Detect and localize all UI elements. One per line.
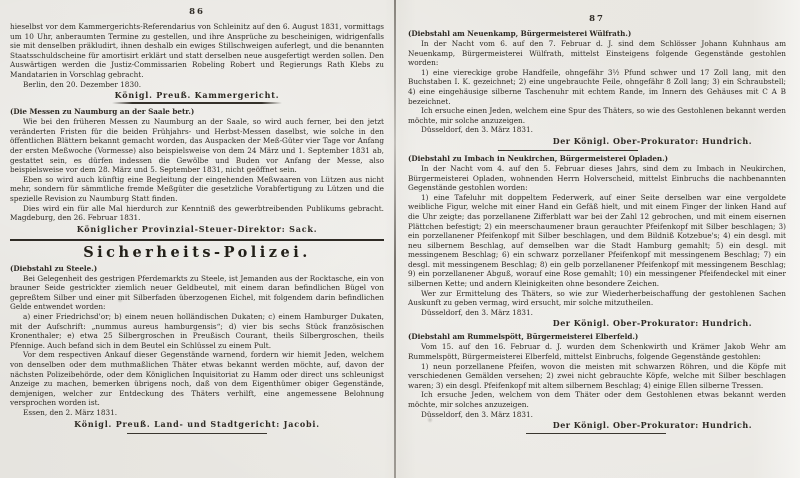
closing-rule-right: [526, 433, 666, 434]
page-87: [396, 0, 800, 478]
steuer-direktor-signature: Königlicher Provinzial-Steuer-Direktor: Sack.: [76, 223, 318, 234]
duesseldorf-dateline-2: Düsseldorf, den 3. März 1831.: [421, 307, 533, 317]
wuelfrath-paragraph-3: Ich ersuche einen Jeden, welchem eine Spur des Thäters, so wie des Gestohlenen bekannt werden möchte, mir solche anzuzeigen.: [408, 106, 786, 125]
opladen-item-list: 1) eine Tafeluhr mit doppeltem Federwerk, auf einer Seite derselben war eine vergoldete weibliche Figur, welche mit einer Hand ein Gefäß hielt, und mit einem Finger der linken Hand auf die Uhr zeigte; das porzellanene Zifferblatt war bei der Zahl 12 gebrochen, und mit einem eisernen Plättchen befestigt; 2) ein meerschaumener braun gerauchter Pfeifenkopf mit Silber beschlagen; 3) ein porzellanener Pfeifenkopf mit Silber beschlagen, und dem Bildniß Kotzebue's; 4) ein desgl. mit neu silbernem Beschlag, auf demselben war die Stadt Hamburg gemahlt; 5) ein desgl. mit messingenem Beschlag; 6) ein schwarz porzellaner Pfeifenkopf mit messingenem Beschlag; 7) ein desgl. mit messingenem Beschlag; 8) ein gelb porzellanener Pfeifenkopf mit messingenem Beschlag; 9) ein porzellanener Abguß, worauf eine Rose gemahlt; 10) ein messingener Pfeifendeckel mit einer silbernen Kette; und andern Kleinigkeiten ohne besondere Zeichen.: [408, 192, 786, 289]
naumburg-paragraph-2: Eben so wird auch künftig eine Begleitung der eingehenden Meßwaaren von Lützen aus nicht mehr, sondern für sämmtliche fremde Meßgüter die gesetzliche Vorabfertigung zu Lützen und die spezielle Revision zu Naumburg Statt finden.: [10, 174, 384, 203]
naumburg-paragraph-3: Dies wird ein für alle Mal hierdurch zur Kenntniß des gewerbtreibenden Publikums gebracht. Magdeburg, den 26. Februar 1831.: [10, 203, 384, 223]
wuelfrath-section-heading: (Diebstahl am Neuenkamp, Bürgermeisterei Wülfrath.): [408, 29, 632, 38]
wuelfrath-paragraph-1: In der Nacht vom 6. auf den 7. Februar d. J. sind dem Schlösser Johann Kuhnhaus am Neuenkamp, Bürgermeisterei Wülfrath, mittelst Einsteigens folgende Gegenstände gestohlen worden:: [408, 39, 786, 68]
elberfeld-paragraph-3: Ich ersuche Jeden, welchem von dem Thäter oder dem Gestohlenen etwas bekannt werden möchte, mir solches anzuzeigen.: [408, 390, 786, 409]
duesseldorf-dateline-3: Düsseldorf, den 3. März 1831.: [421, 409, 533, 419]
page-86: [0, 0, 394, 478]
elberfeld-paragraph-1: Vom 15. auf den 16. Februar d. J. wurden dem Schenkwirth und Krämer Jakob Wehr am Rummelspött, Bürgermeisterei Elberfeld, mittelst Einbruchs, folgende Gegenstände gestohlen:: [408, 342, 786, 362]
essen-dateline: Essen, den 2. März 1831.: [23, 408, 118, 417]
steele-section-heading: (Diebstahl zu Steele.): [10, 263, 98, 273]
ornamental-rule: [112, 102, 282, 104]
opladen-paragraph-1: In der Nacht vom 4. auf den 5. Februar dieses Jahrs, sind dem zu Imbach in Neukirchen, Bürgermeisterei Opladen, wohnenden Herrn Holverscheid, mittelst Einbruchs die nachbenannten Gegenstände gestohlen worden:: [408, 163, 786, 193]
section-divider-rule: [10, 239, 384, 241]
wuelfrath-item-list: 1) eine viereckige grobe Handfeile, ohngefähr 3½ Pfund schwer und 17 Zoll lang, mit den Buchstaben I. K. gezeichnet; 2) eine ungebrauchte Feile, ohngefähr 8 Zoll lang; 3) ein Schraubstell; 4) eine eingehäusige silberne Taschenuhr mit echtem Rande, im Innern des Gehäuses mit C A B bezeichnet.: [408, 67, 786, 106]
opladen-paragraph-3: Wer zur Ermittelung des Thäters, so wie zur Wiederherbeischaffung der gestohlenen Sachen Auskunft zu geben vermag, wird ersucht, mir solche mitzutheilen.: [408, 288, 786, 308]
naumburg-section-heading: (Die Messen zu Naumburg an der Saale betr.): [10, 107, 195, 117]
steele-paragraph-3: Vor dem respectiven Ankauf dieser Gegenstände warnend, fordern wir hiemit Jeden, welchem von denselben oder dem muthmaßlichen Thäter etwas bekannt werden möchte, auf, davon der nächsten Polizeibehörde, oder dem Königlichen Inquisitoriat zu Hamm oder direct uns schleunigst Anzeige zu machen, bemerken übrigens noch, daß von dem Eigenthümer obiger Gegenstände, demjenigen, welcher zur Entdeckung des Thäters verhilft, eine angemessene Belohnung versprochen worden ist.: [10, 350, 384, 408]
hundrich-signature-2: Der Königl. Ober-Prokurator: Hundrich.: [552, 318, 752, 329]
elberfeld-item-list: 1) neun porzellanene Pfeifen, wovon die meisten mit schwarzen Röhren, und die Köpfe mit verschiedenen Gemälden versehen; 2) zwei nicht gebrauchte Köpfe, welche mit Silber beschlagen waren; 3) ein desgl. Pfeifenkopf mit altem silbernem Beschlag; 4) einige Ellen silberne Tressen.: [408, 361, 786, 390]
page-number-right: 87: [589, 14, 605, 24]
berlin-dateline: Berlin, den 20. Dezember 1830.: [23, 79, 142, 89]
steele-item-list: a) einer Friedrichsd'or; b) einem neuen holländischen Dukaten; c) einem Hamburger Dukaten, mit der Aufschrift: „nummus aureus hamburgensis“; d) vier bis sechs Stück französischen Kronenthaler; e) etwa 25 Silbergroschen in Preußisch Courant, theils Silbergroschen, theils Pfennige. Auch befand sich in dem Beutel ein Schlüssel zu einem Pult.: [10, 312, 384, 350]
page-number-left: 86: [189, 7, 205, 17]
opladen-section-heading: (Diebstahl zu Imbach in Neukirchen, Bürgermeisterei Opladen.): [408, 153, 669, 163]
sicherheits-polizei-heading: Sicherheits-Polizei.: [83, 243, 311, 261]
jacobi-signature: Königl. Preuß. Land- und Stadtgericht: Jacobi.: [74, 418, 320, 429]
naumburg-paragraph-1: Wie bei den früheren Messen zu Naumburg an der Saale, so wird auch ferner, bei den jetzt veränderten Fristen für die beiden Frühjahrs- und Herbst-Messen daselbst, wie solche in den öffentlichen Blättern bekannt gemacht worden, das Auspacken der Meß-Güter vier Tage vor Anfang der ersten Meßwoche (Vormesse) also beispielsweise von dem 24 März und 1. September 1831 ab, gestattet sein, es dürfen indessen die Gewölbe und Buden vor Anfang der Messe, also beispielsweise vor dem 28. März und 5. September 1831, nicht geöffnet sein.: [10, 117, 384, 175]
hundrich-signature-3: Der Königl. Ober-Prokurator: Hundrich.: [552, 420, 752, 431]
elberfeld-section-heading: (Diebstahl am Rummelspött, Bürgermeisterei Elberfeld.): [408, 332, 639, 342]
section-rule-right-1: [498, 150, 638, 151]
continuation-paragraph: hieselbst vor dem Kammergerichts-Referendarius von Schleinitz auf den 6. August 1831, vormittags um 10 Uhr, anberaumten Termine zu gestellen, und ihre Ansprüche zu bescheinigen, widrigenfalls sie mit denselben präkludirt, ihnen deshalb ein ewiges Stillschweigen auferlegt, und die benannten Staatsschuldscheine für amortisirt erklärt und statt derselben neue ausgefertigt werden sollen. Den Auswärtigen werden die Justiz-Commissarien Robeling Robert und Regierungs Rath Klebs zu Mandatarien in Vorschlag gebracht.: [10, 22, 384, 79]
duesseldorf-dateline-1: Düsseldorf, den 3. März 1831.: [421, 125, 533, 135]
closing-rule-left: [127, 433, 267, 434]
kammergericht-signature: Königl. Preuß. Kammergericht.: [114, 90, 280, 101]
steele-paragraph-1: Bei Gelegenheit des gestrigen Pferdemarkts zu Steele, ist Jemanden aus der Rocktasche, ein von brauner Seide gestrickter ziemlich neuer Geldbeutel, mit einem daran befindlichen Bügel von gepreßtem Silber und einer mit Silberfaden überzogenen Eichel, mit folgendem darin befindlichen Gelde entwendet worden:: [10, 273, 384, 312]
hundrich-signature-1: Der Königl. Ober-Prokurator: Hundrich.: [552, 135, 752, 146]
